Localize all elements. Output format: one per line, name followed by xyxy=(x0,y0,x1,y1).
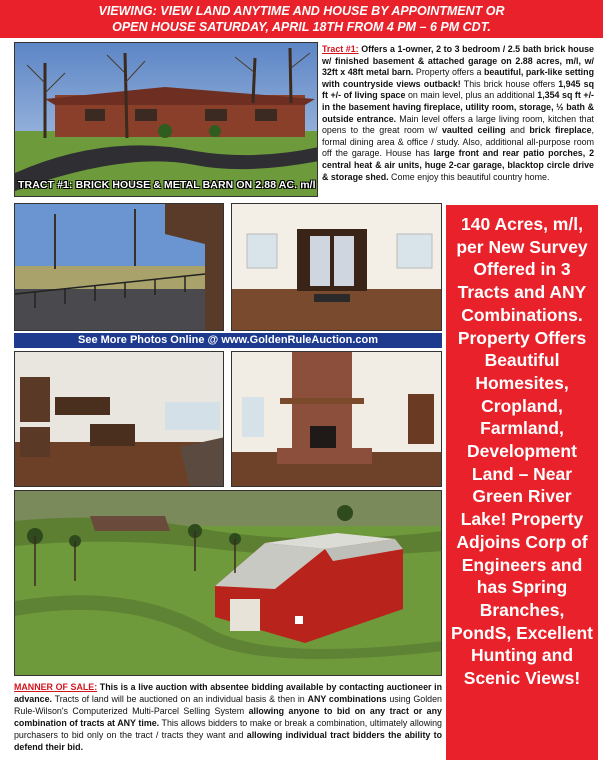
manner-of-sale: MANNER OF SALE: This is a live auction with absentee bidding available by contacting auctioneer in advance. Tracts of land will be auctioned on an individual basis & then in ANY combinations using Golden Rule-Wilson's Computerized Multi-Parcel Selling System allowing anyone to bid on any tract or any combination of tracts at ANY time. This allows bidders to make or break a combination, ultimately allowing purchasers to bid only on the tract / tracts they want and allowing individual tract bidders the ability to defend their bid. xyxy=(14,682,442,752)
viewing-banner xyxy=(0,0,603,38)
entry-photo xyxy=(231,203,442,331)
banner-line-2: OPEN HOUSE SATURDAY, APRIL 18TH FROM 4 PM – 6 PM CDT. xyxy=(112,20,491,34)
tract-1-description: Tract #1: Offers a 1-owner, 2 to 3 bedroom / 2.5 bath brick house w/ finished basement & attached garage on 2.88 acres, m/l, w/ 32ft x 48ft metal barn. Property offers a beautiful, park-like setting with countryside views outback! This brick house offers 1,945 sq ft +/- of living space on main level, plus an additional 1,354 sq ft +/- in the basement having fireplace, utility room, storage, ½ bath & outside entrance. Main level offers a large living room, kitchen that opens to the great room w/ vaulted ceiling and brick fireplace, formal dining area & office / study. Also, additional all-purpose room off the garage. House has large front and rear patio porches, 2 central heat & air units, huge 2-car garage, blacktop circle drive & storage shed. Come enjoy this beautiful country home. xyxy=(322,44,594,182)
banner-line-1: VIEWING: VIEW LAND ANYTIME AND HOUSE BY APPOINTMENT OR xyxy=(98,4,505,18)
photo-caption: TRACT #1: BRICK HOUSE & METAL BARN ON 2.88 AC. m/l xyxy=(18,179,316,191)
kitchen-photo xyxy=(14,351,224,487)
rear-porch-photo xyxy=(14,203,224,331)
tract-1-label: Tract #1: xyxy=(322,44,359,54)
manner-of-sale-label: MANNER OF SALE: xyxy=(14,682,98,692)
aerial-barn-photo xyxy=(14,490,442,676)
house-main-photo xyxy=(14,42,318,197)
more-photos-link[interactable]: See More Photos Online @ www.GoldenRuleAuction.com xyxy=(14,333,442,348)
property-highlights-panel: 140 Acres, m/l, per New Survey Offered in 3 Tracts and ANY Combinations. Property Offers Beautiful Homesites, Cropland, Farmland, Development Land – Near Green River Lake! Property Adjoins Corp of Engineers and has Spring Branches, PondS, Excellent Hunting and Scenic Views! xyxy=(446,205,598,760)
fireplace-photo xyxy=(231,351,442,487)
